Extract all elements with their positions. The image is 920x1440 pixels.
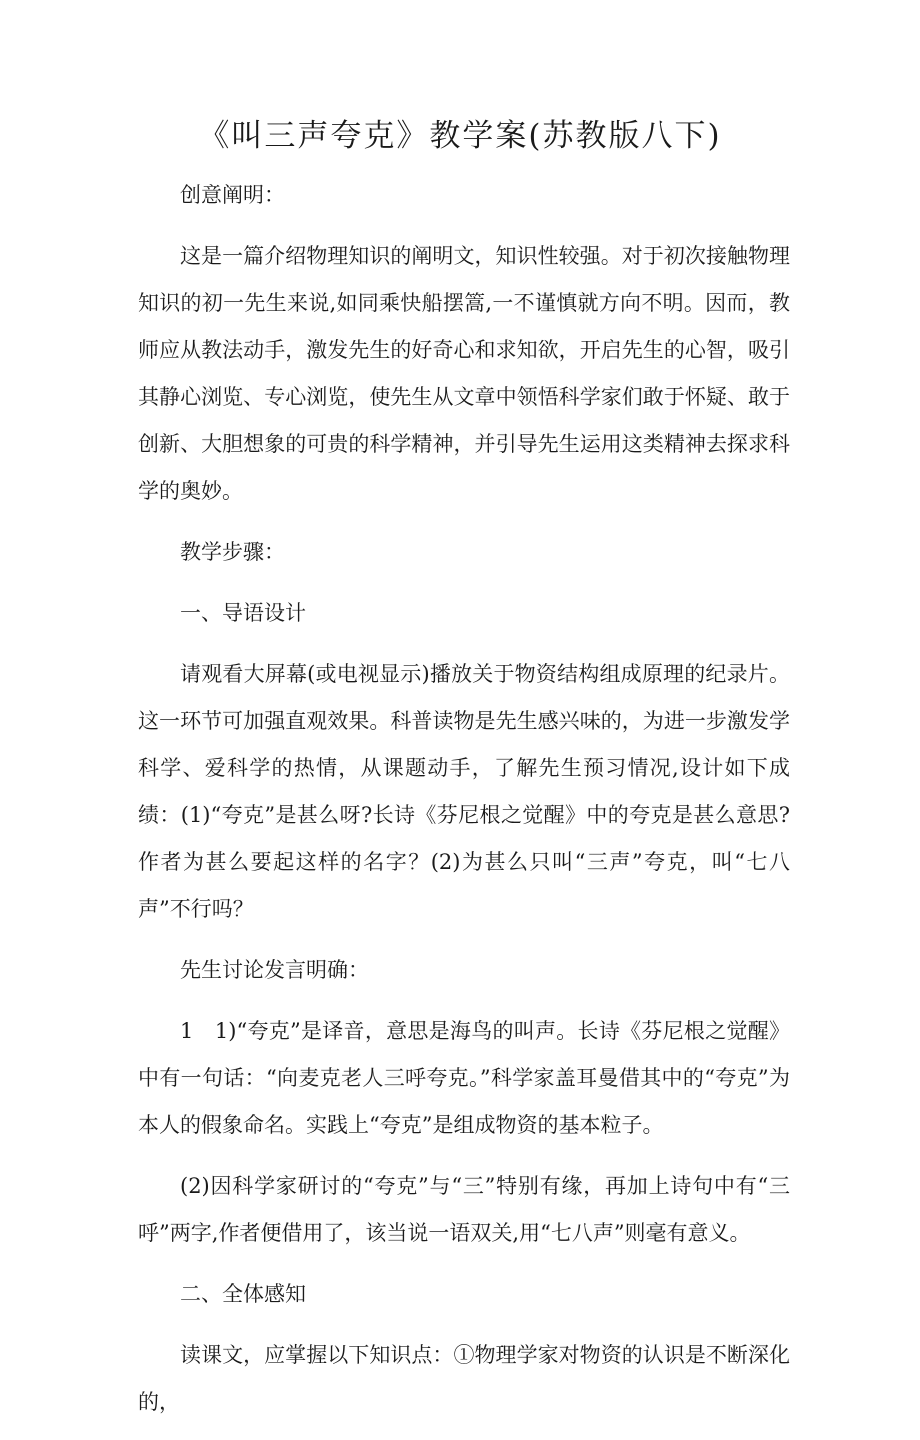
paragraph-intent-body: 这是一篇介绍物理知识的阐明文，知识性较强。对于初次接触物理知识的初一先生来说,如同乘快船摆篙,一不谨慎就方向不明。因而，教师应从教法动手，激发先生的好奇心和求知欲，开启先生的心智，吸引其静心浏览、专心浏览，使先生从文章中领悟科学家们敢于怀疑、敢于创新、大胆想象的可贵的科学精神，并引导先生运用这类精神去探求科学的奥妙。 <box>138 244 790 503</box>
paragraph-discussion-heading: 先生讨论发言明确： <box>180 958 369 982</box>
section-heading-overall-perception: 二、全体感知 <box>180 1282 306 1306</box>
document-body <box>138 172 790 1440</box>
paragraph-reading-points: 读课文，应掌握以下知识点：①物理学家对物资的认识是不断深化的， <box>138 1343 790 1414</box>
paragraph-answer-1: 1 1)“夸克”是译音，意思是海鸟的叫声。长诗《芬尼根之觉醒》中有一句话：“向麦克老人三呼夸克。”科学家盖耳曼借其中的“夸克”为本人的假象命名。实践上“夸克”是组成物资的基本粒子。 <box>138 1019 790 1137</box>
section-heading-intro-design: 一、导语设计 <box>180 601 306 625</box>
paragraph-answer-2: (2)因科学家研讨的“夸克”与“三”特别有缘，再加上诗句中有“三呼”两字,作者便借用了，该当说一语双关,用“七八声”则毫有意义。 <box>138 1174 790 1245</box>
paragraph-steps-heading: 教学步骤： <box>180 540 285 564</box>
document-title: 《叫三声夸克》教学案(苏教版八下) <box>198 118 722 154</box>
paragraph-intro-design: 请观看大屏幕(或电视显示)播放关于物资结构组成原理的纪录片。这一环节可加强直观效果。科普读物是先生感兴味的，为进一步激发学科学、爱科学的热情，从课题动手，了解先生预习情况,设计如下成绩：(1)“夸克”是甚么呀?长诗《芬尼根之觉醒》中的夸克是甚么意思?作者为甚么要起这样的名字？(2)为甚么只叫“三声”夸克，叫“七八声”不行吗？ <box>138 662 790 921</box>
paragraph-intent-heading: 创意阐明： <box>180 183 285 207</box>
